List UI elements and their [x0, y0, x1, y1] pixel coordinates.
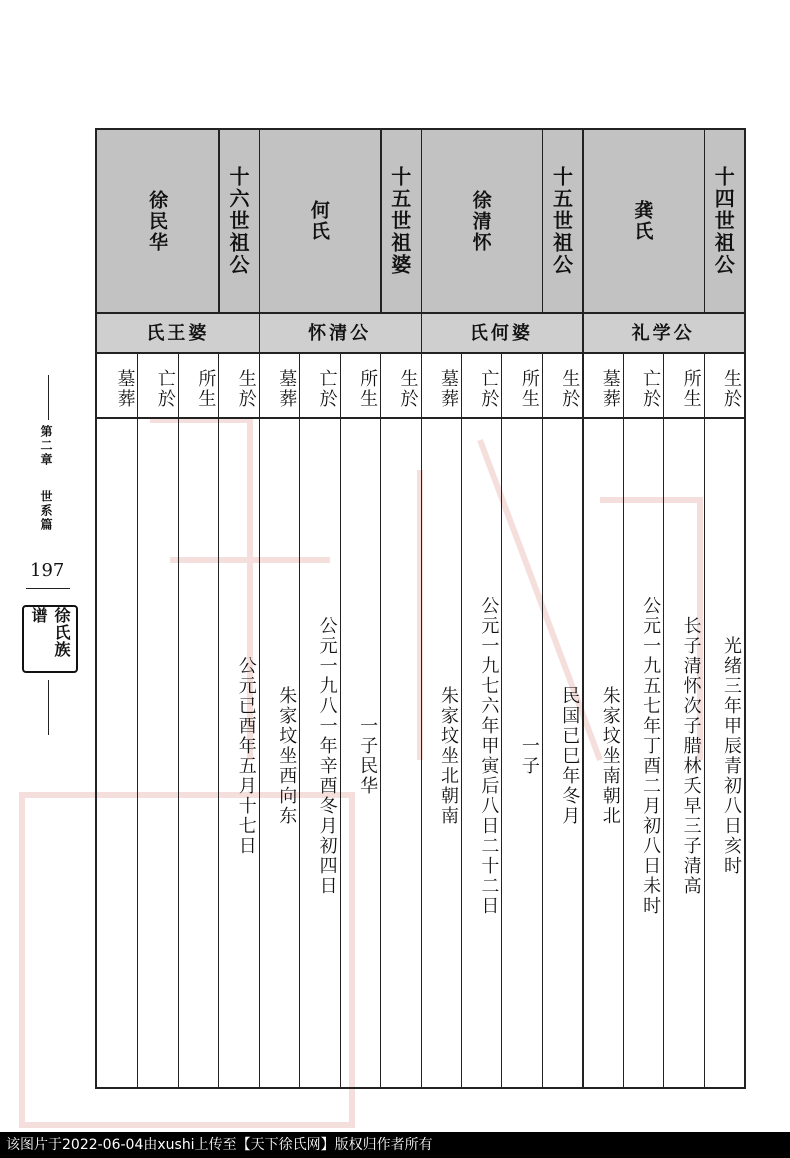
honorific-title: 礼学公: [631, 323, 695, 344]
generation-title: 十五世祖公: [549, 166, 574, 276]
field-value: [380, 417, 420, 1089]
field-label: 所生: [680, 368, 702, 409]
field-label: 所生: [195, 368, 217, 409]
field-label: 墓葬: [437, 368, 459, 409]
field-value: 光绪三年甲辰青初八日亥时: [721, 636, 742, 876]
generation-title: 十五世祖婆: [387, 166, 412, 276]
chapter-label: 第二章: [39, 425, 53, 467]
field-value: 民国已巳年冬月: [559, 686, 581, 826]
generation-title: 十四世祖公: [711, 166, 736, 276]
field-label: 墓葬: [114, 368, 136, 409]
person-name: 徐民华: [146, 189, 169, 253]
field-label: 所生: [518, 368, 540, 409]
field-value: 公元一九七六年甲寅后八日二十二日: [478, 596, 500, 916]
field-value: 朱家坟坐北朝南: [437, 686, 459, 826]
field-label: 生於: [559, 368, 581, 409]
field-label: 生於: [397, 368, 419, 409]
upload-notice: 该图片于2022-06-04由xushi上传至【天下徐氏网】版权归作者所有: [0, 1132, 790, 1158]
field-value: 朱家坟坐南朝北: [599, 686, 621, 826]
field-value: 一子民华: [357, 716, 379, 796]
genealogy-table: [95, 128, 746, 1089]
person-name: 徐清怀: [469, 189, 492, 253]
page-number: 197: [30, 560, 65, 581]
field-value: 一子: [518, 736, 540, 776]
honorific-title: 氏王婆: [146, 323, 210, 344]
logo-text: 徐氏族谱: [29, 607, 71, 658]
field-value: [137, 417, 177, 1089]
field-label: 亡於: [154, 368, 176, 409]
field-label: 生於: [235, 368, 257, 409]
family-logo: [22, 605, 78, 673]
field-label: 生於: [721, 368, 742, 409]
margin-rule-top: [48, 375, 49, 420]
field-label: 墓葬: [276, 368, 298, 409]
generation-title: 十六世祖公: [226, 166, 251, 276]
page-rule: [26, 588, 70, 589]
honorific-title: 氏何婆: [469, 323, 533, 344]
person-name: 何氏: [307, 200, 330, 242]
field-value: [97, 417, 137, 1089]
field-label: 亡於: [316, 368, 338, 409]
section-label: 世系篇: [39, 490, 53, 532]
honorific-title: 怀清公: [308, 323, 372, 344]
field-value: 公元已酉年五月十七日: [235, 656, 257, 856]
person-name: 龚氏: [631, 200, 654, 242]
field-value: 公元一九五七年丁酉二月初八日未时: [640, 596, 662, 916]
field-value: 长子清怀次子腊林夭早三子清高: [680, 616, 702, 896]
field-value: 朱家坟坐西向东: [276, 686, 298, 826]
field-label: 所生: [357, 368, 379, 409]
field-label: 亡於: [478, 368, 500, 409]
field-value: [178, 417, 218, 1089]
field-value: 公元一九八一年辛酉冬月初四日: [316, 616, 338, 896]
margin-rule-bottom: [48, 680, 49, 735]
field-label: 亡於: [640, 368, 662, 409]
field-label: 墓葬: [599, 368, 621, 409]
